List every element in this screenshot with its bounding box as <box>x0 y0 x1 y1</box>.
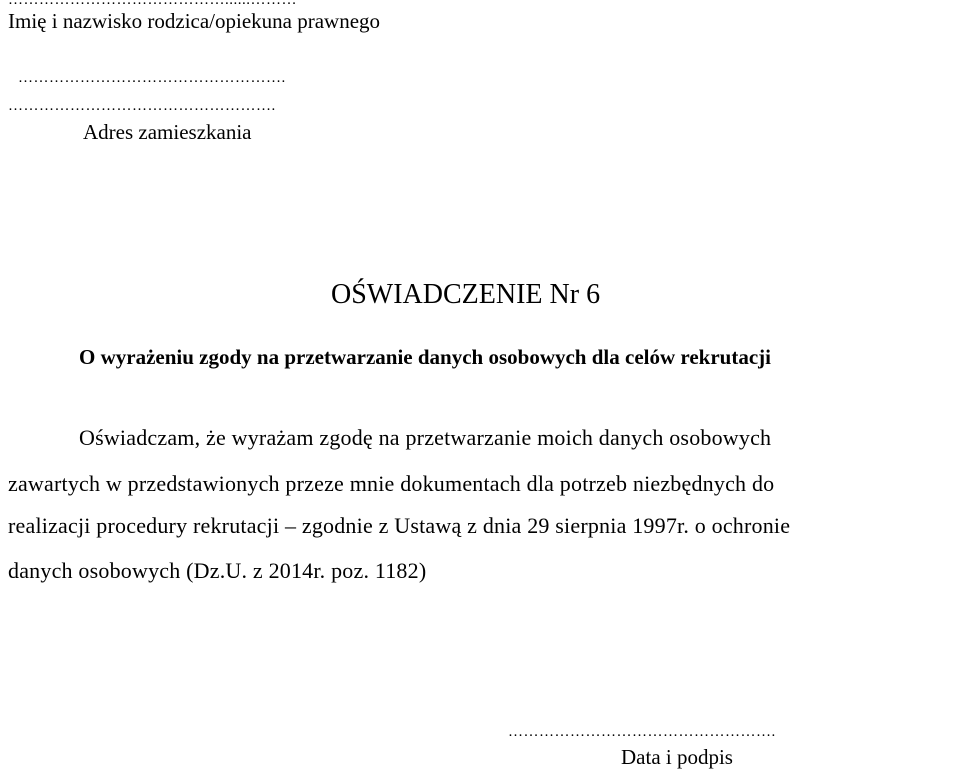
body-line-1: Oświadczam, że wyrażam zgodę na przetwarzanie moich danych osobowych <box>79 425 772 450</box>
body-line-3: realizacji procedury rekrutacji – zgodnie z Ustawą z dnia 29 sierpnia 1997r. o ochronie <box>8 513 791 538</box>
parent-name-dots: ……………………………………......……… <box>8 0 297 8</box>
body-line-2: zawartych w przedstawionych przeze mnie dokumentach dla potrzeb niezbędnych do <box>8 471 775 496</box>
document-subtitle: O wyrażeniu zgody na przetwarzanie danych osobowych dla celów rekrutacji <box>79 345 771 369</box>
address-dots-1: ……………………………………………. <box>18 70 286 86</box>
document-title: OŚWIADCZENIE Nr 6 <box>331 279 601 310</box>
signature-dots: ……………………………………………. <box>508 724 776 740</box>
body-line-4: danych osobowych (Dz.U. z 2014r. poz. 1182) <box>8 558 427 583</box>
signature-label: Data i podpis <box>621 745 733 769</box>
parent-name-label: Imię i nazwisko rodzica/opiekuna prawnego <box>8 9 381 33</box>
address-dots-2: ……………………………………………. <box>8 98 276 114</box>
address-label: Adres zamieszkania <box>83 120 252 144</box>
